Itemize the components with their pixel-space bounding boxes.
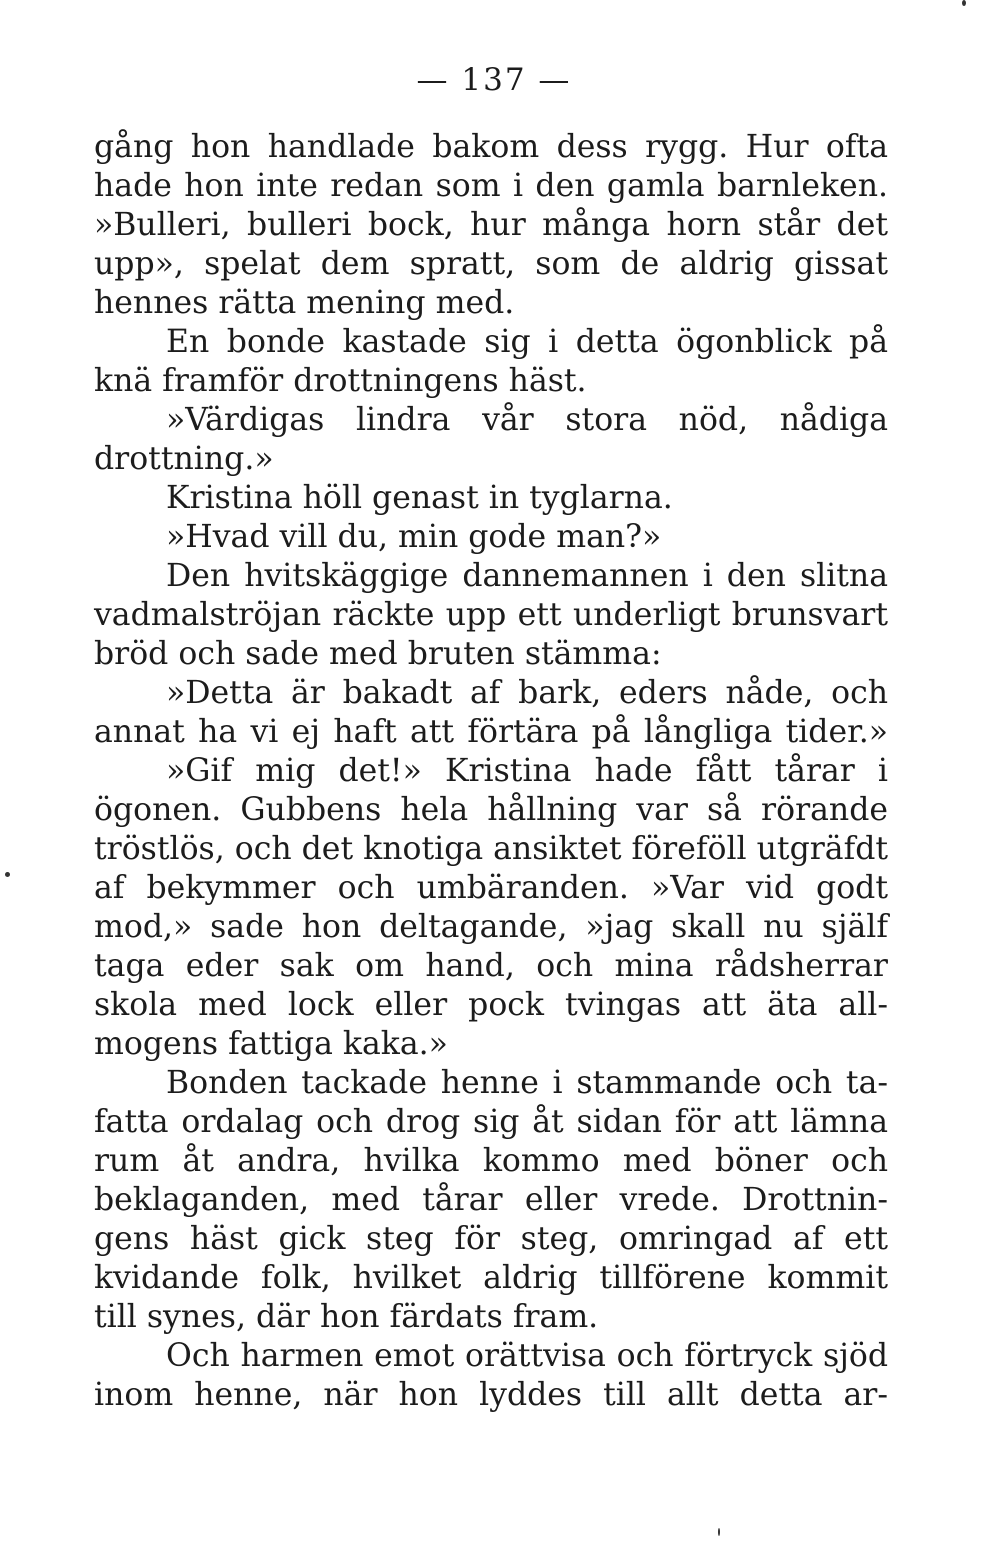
- scan-speck: [5, 872, 10, 877]
- text-line: Bonden tackade henne i stammande och ta-: [166, 1065, 888, 1101]
- text-line: inom henne, när hon lyddes till allt detta ar-: [94, 1377, 888, 1413]
- text-line: En bonde kastade sig i detta ögonblick på: [166, 324, 888, 360]
- text-line: tröstlös, och det knotiga ansiktet föreföll utgräfdt: [94, 831, 889, 867]
- text-line: bröd och sade med bruten stämma:: [94, 636, 662, 672]
- text-line: rum åt andra, hvilka kommo med böner och: [94, 1143, 888, 1179]
- text-line: Den hvitskäggige dannemannen i den slitna: [166, 558, 888, 594]
- text-line: gens häst gick steg för steg, omringad af ett: [94, 1221, 888, 1257]
- text-line: hennes rätta mening med.: [94, 285, 515, 321]
- text-line: vadmalströjan räckte upp ett underligt brunsvart: [94, 597, 888, 633]
- text-line: hade hon inte redan som i den gamla barnleken.: [94, 168, 888, 204]
- text-line: beklaganden, med tårar eller vrede. Drottnin-: [94, 1182, 888, 1218]
- text-line: »Hvad vill du, min gode man?»: [166, 519, 662, 555]
- text-line: »Detta är bakadt af bark, eders nåde, och: [166, 675, 888, 711]
- text-line: Kristina höll genast in tyglarna.: [166, 480, 673, 516]
- text-line: taga eder sak om hand, och mina rådsherrar: [94, 948, 888, 984]
- text-line: mogens fattiga kaka.»: [94, 1026, 448, 1062]
- text-line: »Värdigas lindra vår stora nöd, nådiga: [166, 402, 888, 438]
- text-line: »Gif mig det!» Kristina hade fått tårar i: [166, 753, 888, 789]
- text-line: till synes, där hon färdats fram.: [94, 1299, 599, 1335]
- text-line: af bekymmer och umbäranden. »Var vid godt: [94, 870, 888, 906]
- scan-speck: [718, 1528, 720, 1536]
- text-line: skola med lock eller pock tvingas att äta all-: [94, 987, 888, 1023]
- text-line: »Bulleri, bulleri bock, hur många horn står det: [94, 207, 888, 243]
- text-line: gång hon handlade bakom dess rygg. Hur ofta: [94, 129, 888, 165]
- scan-speck: [962, 0, 966, 6]
- text-line: ögonen. Gubbens hela hållning var så rörande: [94, 792, 888, 828]
- text-line: mod,» sade hon deltagande, »jag skall nu själf: [94, 909, 888, 945]
- text-line: fatta ordalag och drog sig åt sidan för att lämna: [94, 1104, 888, 1140]
- text-line: upp», spelat dem spratt, som de aldrig gissat: [94, 246, 888, 282]
- text-line: annat ha vi ej haft att förtära på långliga tider.»: [94, 714, 888, 750]
- text-line: drottning.»: [94, 441, 274, 477]
- text-line: knä framför drottningens häst.: [94, 363, 587, 399]
- page-number: — 137 —: [416, 62, 572, 98]
- text-line: Och harmen emot orättvisa och förtryck sjöd: [166, 1338, 888, 1374]
- text-line: kvidande folk, hvilket aldrig tillförene kommit: [94, 1260, 888, 1296]
